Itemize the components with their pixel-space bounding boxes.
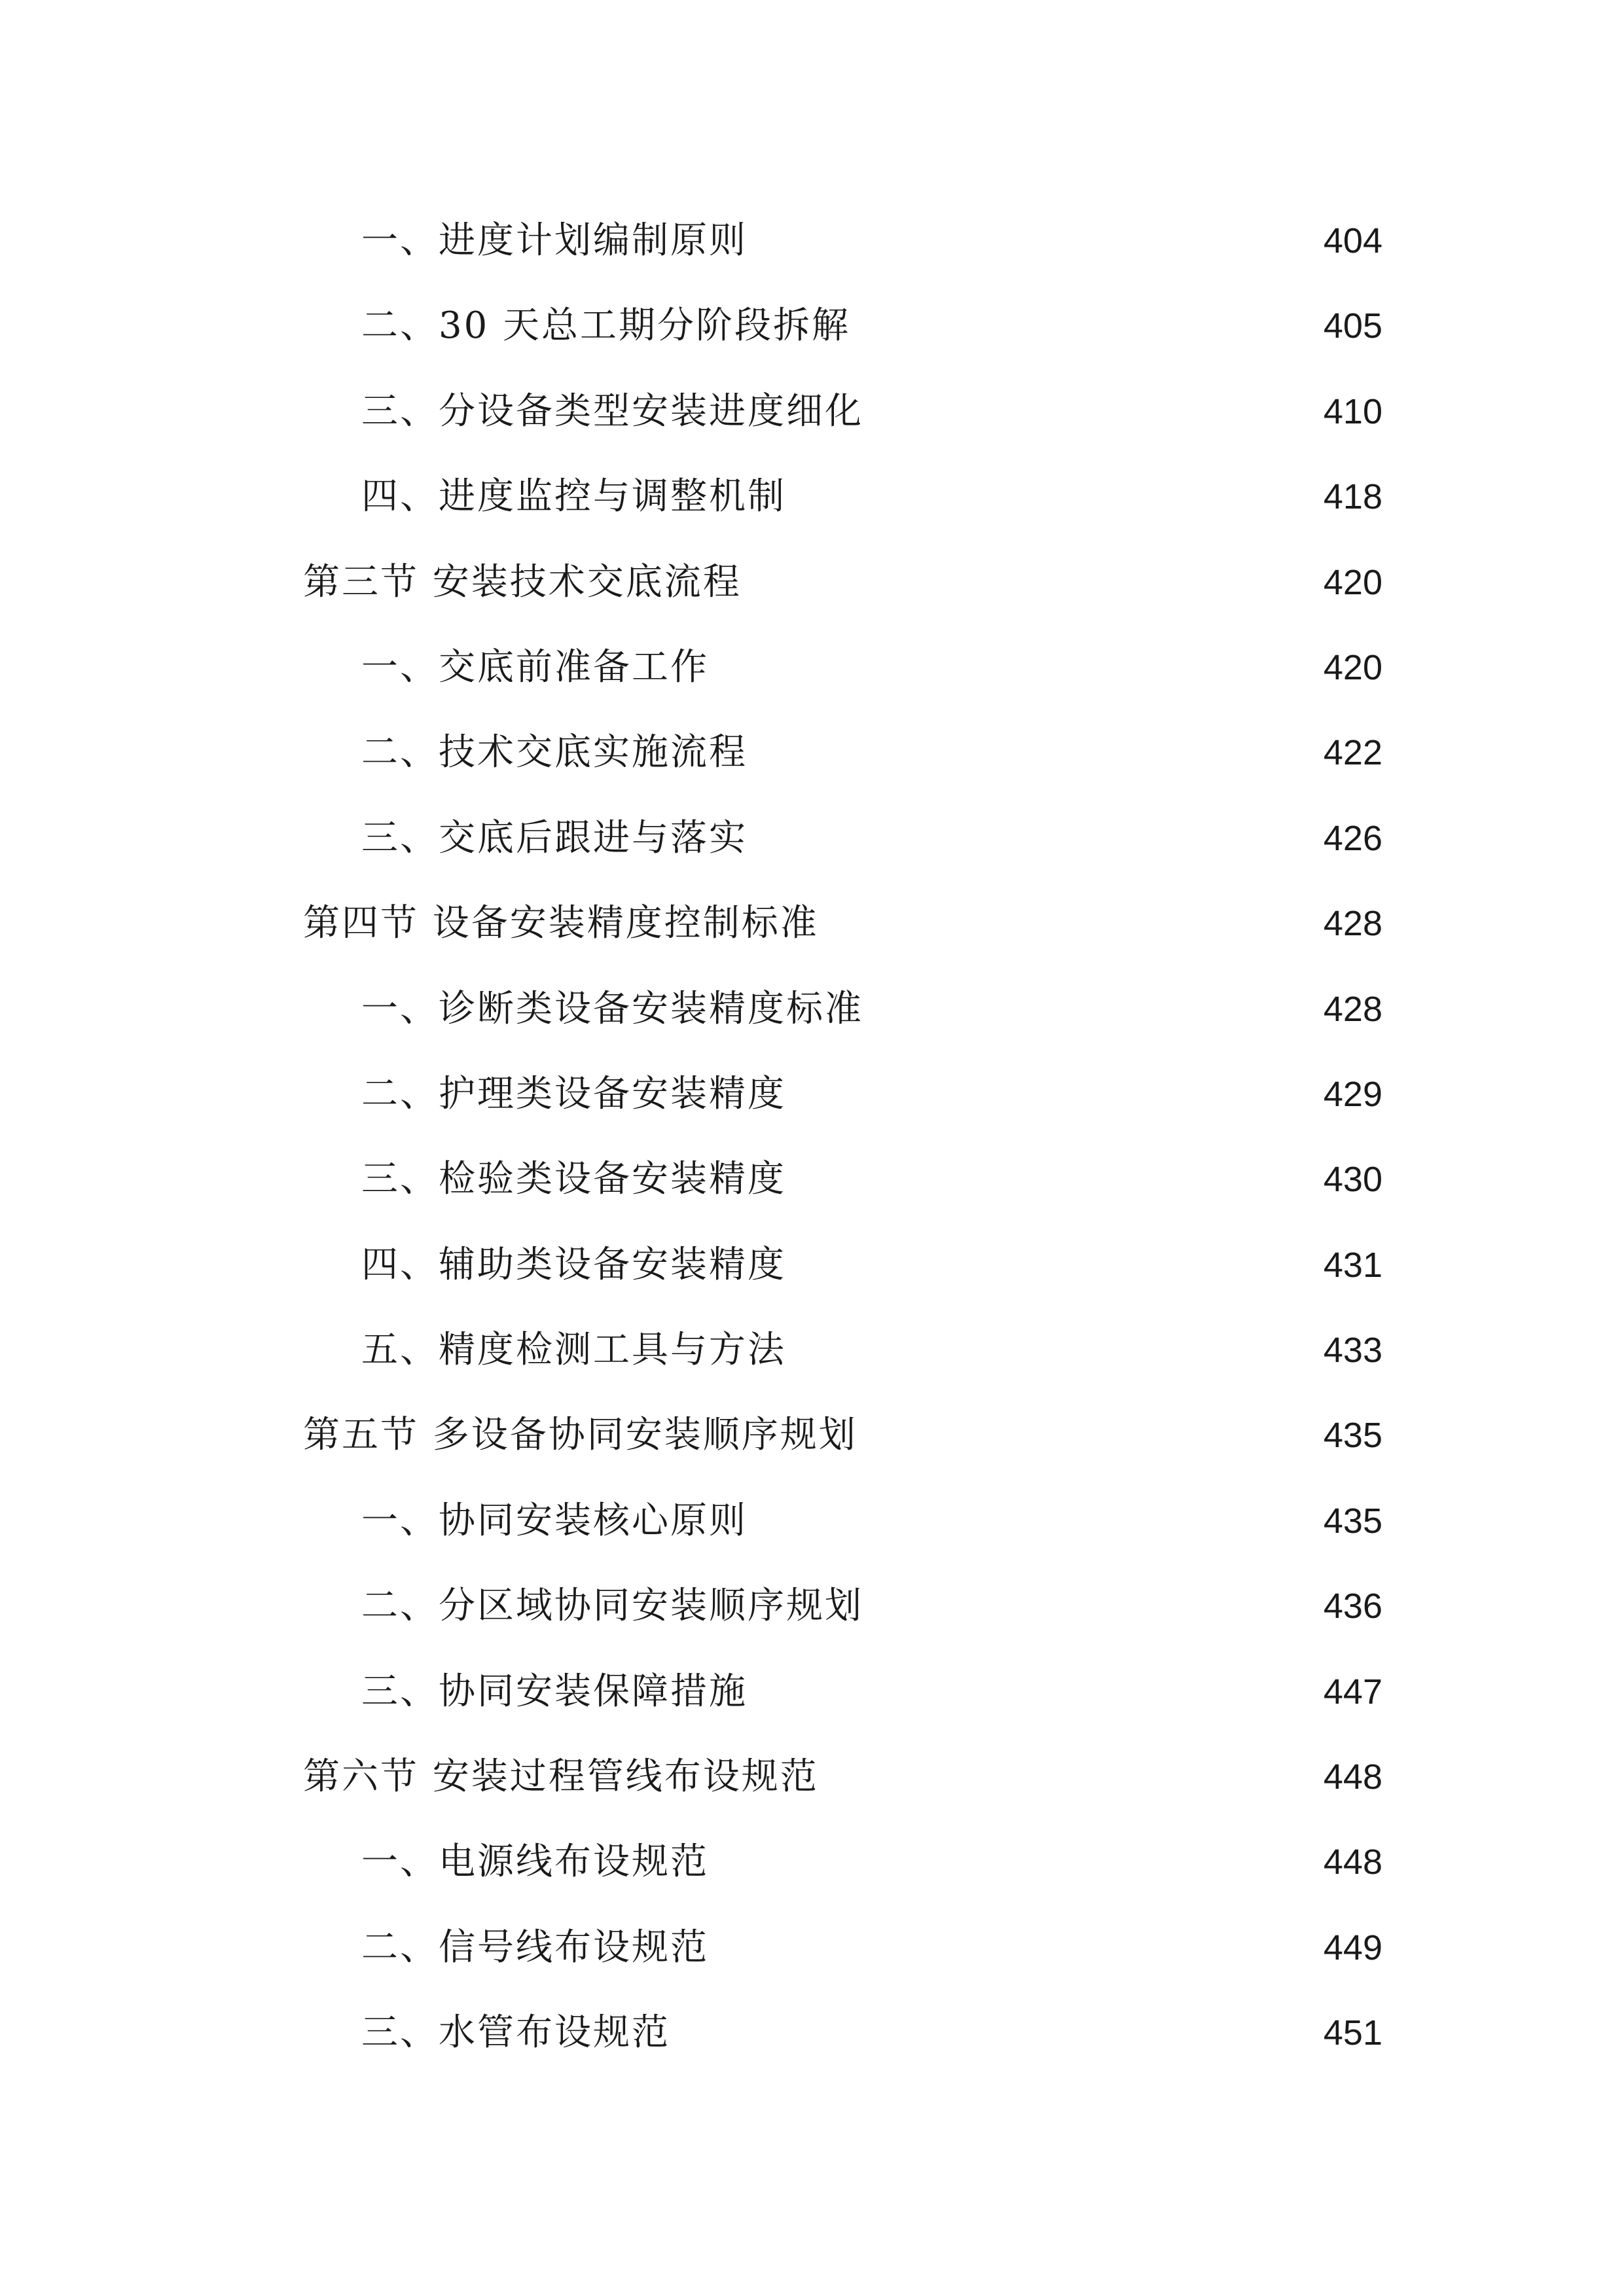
toc-entry-page-number: 449 — [1323, 1928, 1382, 1967]
toc-entry-page-number: 420 — [1323, 562, 1382, 602]
toc-entry-page-number: 428 — [1323, 989, 1382, 1029]
toc-subsection-entry[interactable] — [0, 293, 1624, 378]
toc-section-entry[interactable] — [0, 891, 1624, 976]
toc-subsection-entry[interactable] — [0, 1318, 1624, 1403]
toc-entry-page-number: 451 — [1323, 2013, 1382, 2053]
toc-entry-title: 二、30 天总工期分阶段拆解 — [361, 304, 851, 348]
toc-subsection-entry[interactable] — [0, 720, 1624, 805]
toc-subsection-entry[interactable] — [0, 806, 1624, 891]
toc-entry-page-number: 433 — [1323, 1331, 1382, 1371]
toc-section-entry[interactable] — [0, 550, 1624, 635]
toc-entry-title: 二、分区域协同安装顺序规划 — [361, 1585, 863, 1628]
table-of-contents — [0, 208, 1624, 2086]
toc-subsection-entry[interactable] — [0, 1147, 1624, 1232]
toc-entry-title: 一、诊断类设备安装精度标准 — [361, 987, 863, 1030]
toc-entry-title: 四、进度监控与调整机制 — [361, 475, 786, 518]
toc-entry-title: 第四节 设备安装精度控制标准 — [303, 902, 819, 945]
toc-entry-page-number: 435 — [1323, 1501, 1382, 1541]
toc-entry-page-number: 430 — [1323, 1160, 1382, 1200]
toc-subsection-entry[interactable] — [0, 977, 1624, 1062]
toc-entry-title: 二、护理类设备安装精度 — [361, 1072, 786, 1115]
toc-entry-title: 三、协同安装保障措施 — [361, 1670, 748, 1713]
toc-subsection-entry[interactable] — [0, 1659, 1624, 1744]
toc-entry-title: 二、技术交底实施流程 — [361, 731, 748, 774]
toc-entry-page-number: 420 — [1323, 647, 1382, 687]
toc-entry-page-number: 405 — [1323, 306, 1382, 346]
toc-entry-page-number: 418 — [1323, 477, 1382, 517]
toc-entry-page-number: 426 — [1323, 818, 1382, 858]
toc-subsection-entry[interactable] — [0, 1062, 1624, 1147]
toc-entry-title: 二、信号线布设规范 — [361, 1926, 709, 1969]
toc-section-entry[interactable] — [0, 1744, 1624, 1829]
toc-entry-page-number: 404 — [1323, 221, 1382, 260]
toc-entry-title: 一、交底前准备工作 — [361, 645, 709, 689]
toc-subsection-entry[interactable] — [0, 635, 1624, 720]
toc-entry-page-number: 428 — [1323, 904, 1382, 944]
toc-entry-page-number: 422 — [1323, 733, 1382, 773]
toc-entry-title: 一、电源线布设规范 — [361, 1840, 709, 1884]
toc-subsection-entry[interactable] — [0, 379, 1624, 464]
toc-entry-title: 一、进度计划编制原则 — [361, 219, 748, 262]
toc-entry-page-number: 429 — [1323, 1074, 1382, 1114]
toc-subsection-entry[interactable] — [0, 2000, 1624, 2085]
toc-entry-page-number: 436 — [1323, 1587, 1382, 1626]
toc-entry-page-number: 448 — [1323, 1842, 1382, 1882]
toc-subsection-entry[interactable] — [0, 1915, 1624, 2000]
toc-section-entry[interactable] — [0, 1403, 1624, 1488]
toc-entry-page-number: 448 — [1323, 1757, 1382, 1797]
toc-subsection-entry[interactable] — [0, 1573, 1624, 1659]
toc-entry-page-number: 447 — [1323, 1672, 1382, 1712]
toc-entry-title: 第五节 多设备协同安装顺序规划 — [303, 1414, 857, 1457]
toc-entry-title: 第三节 安装技术交底流程 — [303, 560, 742, 603]
toc-entry-title: 三、分设备类型安装进度细化 — [361, 389, 863, 433]
toc-entry-title: 一、协同安装核心原则 — [361, 1499, 748, 1542]
toc-entry-title: 三、水管布设规范 — [361, 2011, 670, 2054]
toc-entry-title: 五、精度检测工具与方法 — [361, 1329, 786, 1372]
toc-subsection-entry[interactable] — [0, 464, 1624, 549]
toc-entry-page-number: 435 — [1323, 1416, 1382, 1456]
toc-entry-page-number: 431 — [1323, 1245, 1382, 1285]
toc-subsection-entry[interactable] — [0, 1488, 1624, 1573]
toc-entry-title: 三、交底后跟进与落实 — [361, 816, 748, 859]
toc-entry-page-number: 410 — [1323, 391, 1382, 431]
toc-entry-title: 第六节 安装过程管线布设规范 — [303, 1755, 819, 1799]
toc-subsection-entry[interactable] — [0, 1829, 1624, 1914]
toc-entry-title: 四、辅助类设备安装精度 — [361, 1243, 786, 1286]
toc-entry-title: 三、检验类设备安装精度 — [361, 1158, 786, 1201]
toc-subsection-entry[interactable] — [0, 208, 1624, 293]
toc-subsection-entry[interactable] — [0, 1232, 1624, 1318]
